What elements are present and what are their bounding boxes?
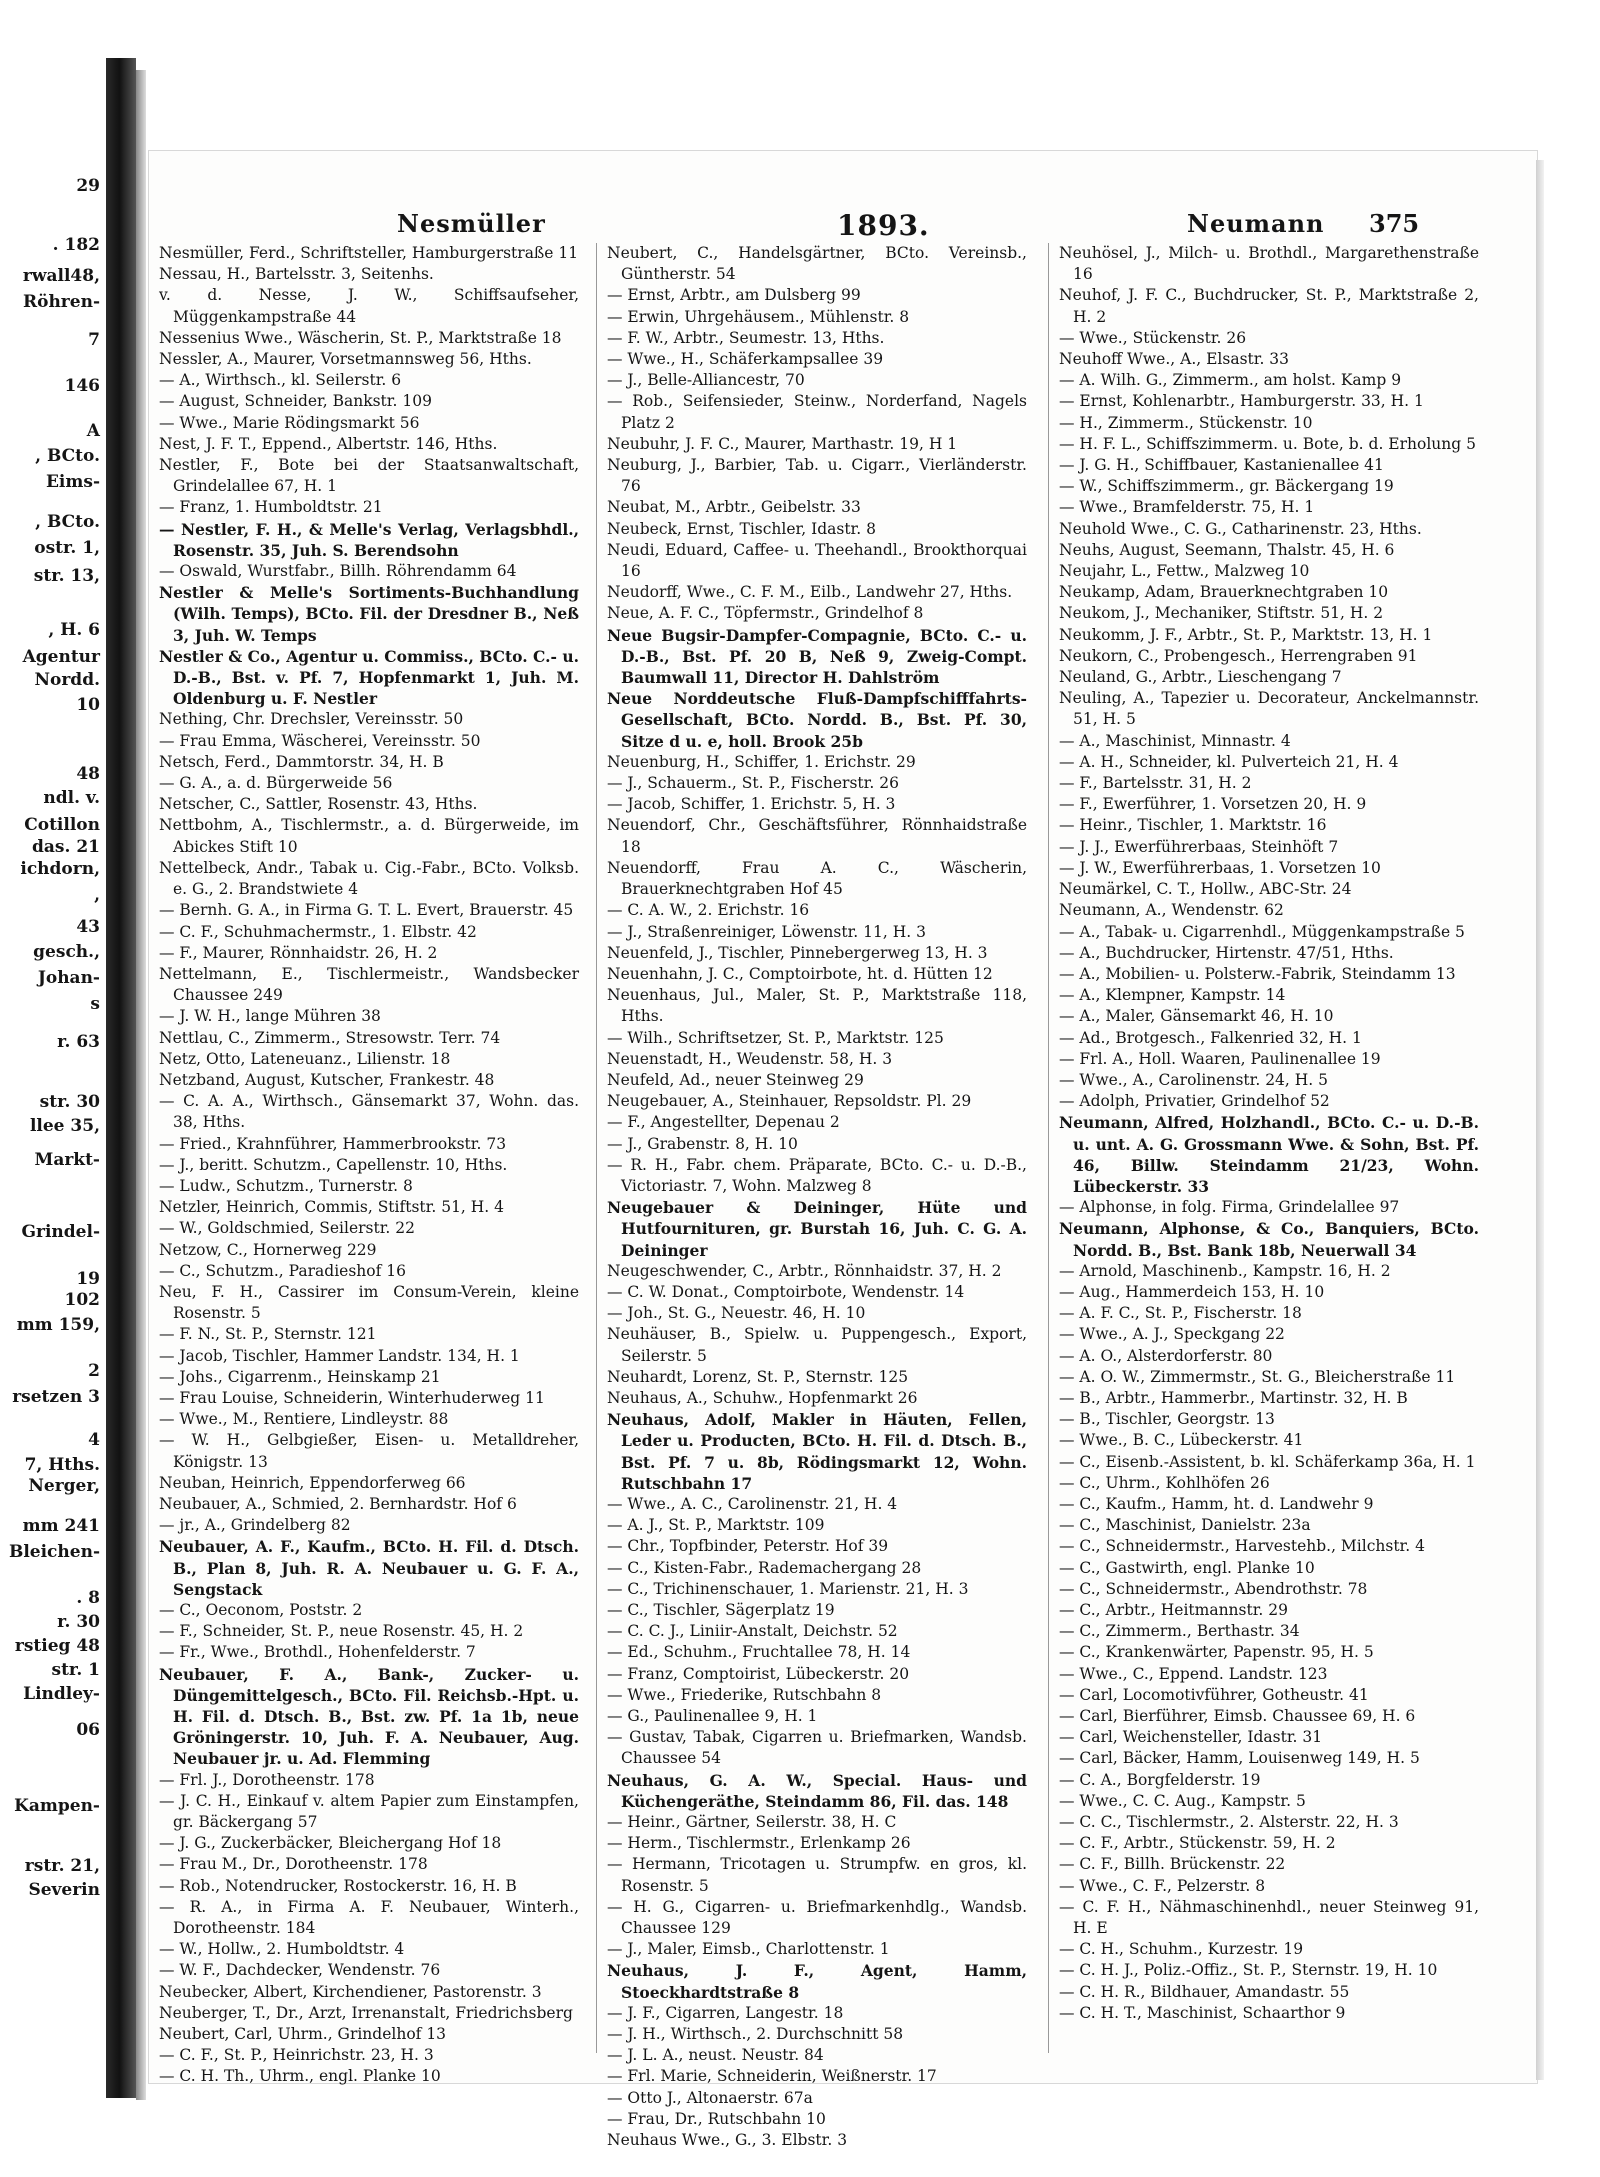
directory-entry: — J. C. H., Einkauf v. altem Papier zum Einstampfen, gr. Bäckergang 57 bbox=[159, 1791, 579, 1832]
directory-entry: — C., Arbtr., Heitmannstr. 29 bbox=[1059, 1601, 1289, 1619]
facing-page-text: Agentur bbox=[22, 647, 100, 667]
directory-entry: — H. G., Cigarren- u. Briefmarkenhdlg., Wandsb. Chaussee 129 bbox=[607, 1897, 1027, 1938]
directory-entry: Neubeck, Ernst, Tischler, Idastr. 8 bbox=[607, 519, 876, 538]
directory-entry: Nestler & Co., Agentur u. Commiss., BCto. C.- u. D.-B., Bst. v. Pf. 7, Hopfenmarkt 1, Juh. M. Oldenburg u. F. Nestler bbox=[159, 646, 579, 709]
directory-entry: — J. W. H., lange Mühren 38 bbox=[159, 1007, 381, 1026]
directory-entry: — Wwe., M., Rentiere, Lindleystr. 88 bbox=[159, 1410, 449, 1429]
directory-entry: — Wwe., A. C., Carolinenstr. 21, H. 4 bbox=[607, 1494, 898, 1513]
facing-page-text: llee 35, bbox=[29, 1116, 100, 1136]
directory-entry: Neuhösel, J., Milch- u. Brothdl., Margarethenstraße 16 bbox=[1059, 244, 1479, 284]
directory-entry: — C. A. A., Wirthsch., Gänsemarkt 37, Wohn. das. 38, Hths. bbox=[159, 1092, 579, 1132]
directory-entry: Neuburg, J., Barbier, Tab. u. Cigarr., Vierländerstr. 76 bbox=[607, 456, 1027, 496]
facing-page-text: rstr. 21, bbox=[24, 1856, 100, 1876]
facing-page-text: 29 bbox=[76, 176, 100, 196]
directory-entry: Neuhaus, G. A. W., Special. Haus- und Küchengeräthe, Steindamm 86, Fil. das. 148 bbox=[607, 1770, 1027, 1811]
directory-entry: Neuhoff Wwe., A., Elsastr. 33 bbox=[1059, 350, 1290, 369]
directory-entry: Neuhold Wwe., C. G., Catharinenstr. 23, Hths. bbox=[1059, 519, 1422, 538]
directory-entry: — J., Schauerm., St. P., Fischerstr. 26 bbox=[607, 774, 899, 793]
facing-page-text: r. 30 bbox=[57, 1612, 100, 1632]
directory-entry: — Herm., Tischlermstr., Erlenkamp 26 bbox=[607, 1834, 911, 1853]
directory-entry: Neue Norddeutsche Fluß-Dampfschifffahrts-Gesellschaft, BCto. Nordd. B., Bst. Pf. 30, Sitze d u. e, holl. Brook 25b bbox=[607, 689, 1027, 751]
directory-entry: Neue, A. F. C., Töpfermstr., Grindelhof 8 bbox=[607, 604, 924, 623]
directory-entry: Neuendorff, Frau A. C., Wäscherin, Brauerknechtgraben Hof 45 bbox=[607, 858, 1027, 899]
book-spine bbox=[106, 58, 136, 2098]
facing-page-text: mm 241 bbox=[22, 1516, 100, 1536]
directory-entry: — Nestler, F. H., & Melle's Verlag, Verlagsbhdl., Rosenstr. 35, Juh. S. Berendsohn bbox=[159, 519, 579, 560]
facing-page-text: Cotillon bbox=[24, 815, 100, 835]
directory-entry: Neuhof, J. F. C., Buchdrucker, St. P., Marktstraße 2, H. 2 bbox=[1059, 286, 1479, 326]
directory-entry: — Wilh., Schriftsetzer, St. P., Marktstr. 125 bbox=[607, 1028, 944, 1047]
directory-entry: Neugeschwender, C., Arbtr., Rönnhaidstr. 37, H. 2 bbox=[607, 1261, 1002, 1280]
facing-page-text: 43 bbox=[76, 917, 100, 937]
directory-entry: — F., Bartelsstr. 31, H. 2 bbox=[1059, 774, 1252, 793]
directory-entry: — C. F., Arbtr., Stückenstr. 59, H. 2 bbox=[1059, 1834, 1336, 1853]
facing-page-text: Grindel- bbox=[21, 1222, 100, 1242]
directory-entry: Neuenburg, H., Schiffer, 1. Erichstr. 29 bbox=[607, 752, 916, 771]
directory-entry: Neubauer, A., Schmied, 2. Bernhardstr. Hof 6 bbox=[159, 1494, 517, 1513]
directory-entry: — J. H., Wirthsch., 2. Durchschnitt 58 bbox=[607, 2025, 904, 2044]
directory-entry: — J. W., Ewerführerbaas, 1. Vorsetzen 10 bbox=[1059, 858, 1381, 877]
directory-entry: Neuenhaus, Jul., Maler, St. P., Marktstraße 118, Hths. bbox=[607, 986, 1027, 1026]
directory-entry: — Johs., Cigarrenm., Heinskamp 21 bbox=[159, 1367, 441, 1386]
facing-page-text: . 182 bbox=[52, 235, 100, 255]
directory-entry: — Heinr., Tischler, 1. Marktstr. 16 bbox=[1059, 816, 1327, 835]
directory-page bbox=[148, 150, 1538, 2150]
directory-entry: Neuendorf, Chr., Geschäftsführer, Rönnhaidstraße 18 bbox=[607, 816, 1027, 856]
facing-page-text: 7, Hths. bbox=[24, 1455, 100, 1475]
facing-page-text: Markt- bbox=[34, 1150, 100, 1170]
directory-entry: Neudi, Eduard, Caffee- u. Theehandl., Brookthorquai 16 bbox=[607, 540, 1027, 581]
directory-entry: — Wwe., Friederike, Rutschbahn 8 bbox=[607, 1685, 882, 1704]
directory-entry: Nettbohm, A., Tischlermstr., a. d. Bürgerweide, im Abickes Stift 10 bbox=[159, 816, 579, 856]
directory-entry: — C., Uhrm., Kohlhöfen 26 bbox=[1059, 1473, 1270, 1492]
directory-entry: — C., Trichinenschauer, 1. Marienstr. 21, H. 3 bbox=[607, 1579, 969, 1598]
directory-entry: Nettlau, C., Zimmerm., Stresowstr. Terr. 74 bbox=[159, 1028, 501, 1047]
directory-entry: — C., Tischler, Sägerplatz 19 bbox=[607, 1601, 835, 1619]
directory-entry: — J. J., Ewerführerbaas, Steinhöft 7 bbox=[1059, 837, 1339, 856]
directory-entry: — Frl. Marie, Schneiderin, Weißnerstr. 17 bbox=[607, 2067, 937, 2086]
directory-entry: — F. N., St. P., Sternstr. 121 bbox=[159, 1325, 377, 1344]
directory-entry: — F. W., Arbtr., Seumestr. 13, Hths. bbox=[607, 328, 885, 347]
directory-entry: Neukomm, J. F., Arbtr., St. P., Marktstr. 13, H. 1 bbox=[1059, 625, 1433, 644]
directory-entry: Neuenstadt, H., Weudenstr. 58, H. 3 bbox=[607, 1049, 893, 1068]
directory-entry: — C., Kaufm., Hamm, ht. d. Landwehr 9 bbox=[1059, 1494, 1374, 1513]
directory-entry: Netz, Otto, Lateneuanz., Lilienstr. 18 bbox=[159, 1049, 451, 1068]
directory-entry: Neubauer, F. A., Bank-, Zucker- u. Düngemittelgesch., BCto. Fil. Reichsb.-Hpt. u. H. Fil. d. Dtsch. B., Bst. zw. Pf. 1a 1b, neue Gröningerstr. 10, Juh. F. A. Neubauer, Aug. Neubauer jr. u. Ad. Flemming bbox=[159, 1664, 579, 1769]
directory-entry: Netscher, C., Sattler, Rosenstr. 43, Hths. bbox=[159, 795, 478, 814]
directory-entry: Neuberger, T., Dr., Arzt, Irrenanstalt, Friedrichsberg bbox=[159, 2003, 573, 2022]
directory-entry: — Chr., Topfbinder, Peterstr. Hof 39 bbox=[607, 1537, 889, 1556]
directory-entry: Nessenius Wwe., Wäscherin, St. P., Marktstraße 18 bbox=[159, 328, 562, 347]
facing-page-text: A bbox=[86, 421, 100, 441]
facing-page-text: 4 bbox=[88, 1430, 100, 1450]
directory-entry: — F., Maurer, Rönnhaidstr. 26, H. 2 bbox=[159, 943, 438, 962]
facing-page-text: Severin bbox=[28, 1880, 100, 1900]
directory-entry: Nest, J. F. T., Eppend., Albertstr. 146, Hths. bbox=[159, 434, 498, 453]
directory-entry: — Hermann, Tricotagen u. Strumpfw. en gros, kl. Rosenstr. 5 bbox=[607, 1855, 1027, 1895]
directory-entry: — B., Tischler, Georgstr. 13 bbox=[1059, 1410, 1275, 1429]
directory-entry: — August, Schneider, Bankstr. 109 bbox=[159, 392, 432, 411]
directory-entry: — Oswald, Wurstfabr., Billh. Röhrendamm 64 bbox=[159, 562, 517, 581]
directory-entry: Neuling, A., Tapezier u. Decorateur, Anckelmannstr. 51, H. 5 bbox=[1059, 689, 1479, 729]
directory-entry: Nesmüller, Ferd., Schriftsteller, Hamburgerstraße 11 bbox=[159, 244, 579, 262]
directory-entry: — A., Buchdrucker, Hirtenstr. 47/51, Hths. bbox=[1059, 943, 1394, 962]
directory-entry: Nessler, A., Maurer, Vorsetmannsweg 56, Hths. bbox=[159, 350, 532, 369]
directory-entry: Neumann, Alfred, Holzhandl., BCto. C.- u. D.-B. u. unt. A. G. Grossmann Wwe. & Sohn, Bst. Pf. 46, Billw. Steindamm 21/23, Wohn. Lübeckerstr. 33 bbox=[1059, 1113, 1479, 1196]
facing-page-fragment bbox=[0, 176, 104, 2056]
directory-entry: — Jacob, Schiffer, 1. Erichstr. 5, H. 3 bbox=[607, 795, 896, 814]
directory-entry: — A. Wilh. G., Zimmerm., am holst. Kamp 9 bbox=[1059, 371, 1402, 390]
facing-page-text: mm 159, bbox=[16, 1315, 100, 1335]
directory-entry: — A., Wirthsch., kl. Seilerstr. 6 bbox=[159, 371, 402, 390]
facing-page-text: Johan- bbox=[37, 968, 100, 988]
directory-entry: — H. F. L., Schiffszimmerm. u. Bote, b. d. Erholung 5 bbox=[1059, 434, 1476, 453]
directory-entry: — Wwe., A., Carolinenstr. 24, H. 5 bbox=[1059, 1070, 1329, 1089]
facing-page-text: rsetzen 3 bbox=[12, 1387, 100, 1407]
directory-entry: — R. H., Fabr. chem. Präparate, BCto. C.- u. D.-B., Victoriastr. 7, Wohn. Malzweg 8 bbox=[607, 1155, 1027, 1195]
directory-entry: — C., Krankenwärter, Papenstr. 95, H. 5 bbox=[1059, 1643, 1374, 1662]
directory-entry: — W., Goldschmied, Seilerstr. 22 bbox=[159, 1219, 415, 1238]
directory-entry: — Rob., Notendrucker, Rostockerstr. 16, H. B bbox=[159, 1876, 517, 1895]
directory-entry: Netsch, Ferd., Dammtorstr. 34, H. B bbox=[159, 752, 444, 771]
directory-entry: — Franz, Comptoirist, Lübeckerstr. 20 bbox=[607, 1664, 910, 1683]
directory-entry: — C., Gastwirth, engl. Planke 10 bbox=[1059, 1558, 1315, 1577]
facing-page-text: r. 63 bbox=[57, 1032, 100, 1052]
directory-entry: — Rob., Seifensieder, Steinw., Norderfand, Nagels Platz 2 bbox=[607, 392, 1027, 432]
directory-entry: — W., Hollw., 2. Humboldtstr. 4 bbox=[159, 1940, 405, 1959]
directory-entry: Neumärkel, C. T., Hollw., ABC-Str. 24 bbox=[1059, 880, 1352, 899]
directory-entry: — A., Mobilien- u. Polsterw.-Fabrik, Steindamm 13 bbox=[1059, 964, 1456, 983]
directory-entry: — C. H. R., Bildhauer, Amandastr. 55 bbox=[1059, 1982, 1350, 2001]
directory-entry: — J., Maler, Eimsb., Charlottenstr. 1 bbox=[607, 1940, 890, 1959]
directory-entry: v. d. Nesse, J. W., Schiffsaufseher, Müggenkampstraße 44 bbox=[159, 286, 579, 326]
facing-page-text: das. 21 bbox=[32, 837, 100, 857]
directory-entry: Neuenhahn, J. C., Comptoirbote, ht. d. Hütten 12 bbox=[607, 964, 993, 983]
facing-page-text: 7 bbox=[88, 330, 100, 350]
directory-entry: — F., Angestellter, Depenau 2 bbox=[607, 1113, 840, 1132]
directory-entry: — Ernst, Kohlenarbtr., Hamburgerstr. 33, H. 1 bbox=[1059, 392, 1424, 411]
directory-entry: — C., Oeconom, Poststr. 2 bbox=[159, 1601, 363, 1619]
directory-entry: — J., Grabenstr. 8, H. 10 bbox=[607, 1134, 798, 1153]
directory-entry: — Ed., Schuhm., Fruchtallee 78, H. 14 bbox=[607, 1643, 911, 1662]
facing-page-text: rwall48, bbox=[22, 266, 100, 286]
directory-entry: Neugebauer, A., Steinhauer, Repsoldstr. Pl. 29 bbox=[607, 1092, 972, 1111]
directory-entry: Neubat, M., Arbtr., Geibelstr. 33 bbox=[607, 498, 861, 517]
directory-entry: Neufeld, Ad., neuer Steinweg 29 bbox=[607, 1070, 864, 1089]
directory-entry: — Jacob, Tischler, Hammer Landstr. 134, H. 1 bbox=[159, 1346, 520, 1365]
directory-entry: — Wwe., Stückenstr. 26 bbox=[1059, 328, 1247, 347]
directory-entry: — Ernst, Arbtr., am Dulsberg 99 bbox=[607, 286, 861, 305]
directory-entry: Neuhaus, Adolf, Makler in Häuten, Fellen, Leder u. Producten, BCto. H. Fil. d. Dtsch. B., Bst. Pf. 7 u. 8b, Rödingsmarkt 12, Wohn. Rutschbahn 17 bbox=[607, 1410, 1027, 1493]
facing-page-text: str. 1 bbox=[51, 1660, 100, 1680]
facing-page-text: . 8 bbox=[76, 1588, 100, 1608]
facing-page-text: Nerger, bbox=[28, 1476, 100, 1496]
directory-entry: — Carl, Bierführer, Eimsb. Chaussee 69, H. 6 bbox=[1059, 1707, 1416, 1726]
directory-entry: — A., Klempner, Kampstr. 14 bbox=[1059, 986, 1286, 1005]
facing-page-text: gesch., bbox=[33, 942, 100, 962]
directory-entry: — C. C. J., Liniir-Anstalt, Deichstr. 52 bbox=[607, 1622, 898, 1641]
directory-entry: — C. A. W., 2. Erichstr. 16 bbox=[607, 901, 810, 920]
column-3 bbox=[1059, 243, 1479, 2073]
directory-entry: — C. F., Schuhmachermstr., 1. Elbstr. 42 bbox=[159, 922, 477, 941]
directory-entry: — Frau Emma, Wäscherei, Vereinsstr. 50 bbox=[159, 731, 481, 750]
directory-entry: — Ad., Brotgesch., Falkenried 32, H. 1 bbox=[1059, 1028, 1362, 1047]
directory-entry: — A., Tabak- u. Cigarrenhdl., Müggenkampstraße 5 bbox=[1059, 922, 1465, 941]
directory-entry: Neu, F. H., Cassirer im Consum-Verein, kleine Rosenstr. 5 bbox=[159, 1282, 579, 1323]
directory-entry: — C. F., Billh. Brückenstr. 22 bbox=[1059, 1855, 1286, 1874]
facing-page-text: , BCto. bbox=[35, 446, 100, 466]
directory-entry: — Carl, Locomotivführer, Gotheustr. 41 bbox=[1059, 1685, 1369, 1704]
directory-entry: Nettelbeck, Andr., Tabak u. Cig.-Fabr., BCto. Volksb. e. G., 2. Brandstwiete 4 bbox=[159, 858, 579, 899]
directory-entry: Neumann, Alphonse, & Co., Banquiers, BCto. Nordd. B., Bst. Bank 18b, Neuerwall 34 bbox=[1059, 1219, 1479, 1260]
directory-entry: Neuhaus, A., Schuhw., Hopfenmarkt 26 bbox=[607, 1388, 918, 1407]
directory-entry: Neuhardt, Lorenz, St. P., Sternstr. 125 bbox=[607, 1367, 909, 1386]
directory-entry: Neuhäuser, B., Spielw. u. Puppengesch., Export, Seilerstr. 5 bbox=[607, 1325, 1027, 1365]
directory-entry: — Arnold, Maschinenb., Kampstr. 16, H. 2 bbox=[1059, 1261, 1391, 1280]
directory-entry: — C. A., Borgfelderstr. 19 bbox=[1059, 1770, 1261, 1789]
directory-entry: — C., Maschinist, Danielstr. 23a bbox=[1059, 1516, 1311, 1535]
directory-entry: — C. H. Th., Uhrm., engl. Planke 10 bbox=[159, 2067, 441, 2086]
directory-entry: — Frau M., Dr., Dorotheenstr. 178 bbox=[159, 1855, 428, 1874]
directory-entry: — F., Schneider, St. P., neue Rosenstr. 45, H. 2 bbox=[159, 1622, 524, 1641]
directory-entry: Neuhaus Wwe., G., 3. Elbstr. 3 bbox=[607, 2131, 848, 2150]
facing-page-text: 102 bbox=[64, 1290, 100, 1310]
directory-entry: — Frl. A., Holl. Waaren, Paulinenallee 19 bbox=[1059, 1049, 1381, 1068]
directory-entry: — Aug., Hammerdeich 153, H. 10 bbox=[1059, 1282, 1325, 1301]
directory-entry: Neubert, C., Handelsgärtner, BCto. Vereinsb., Güntherstr. 54 bbox=[607, 244, 1027, 284]
directory-entry: Nessau, H., Bartelsstr. 3, Seitenhs. bbox=[159, 265, 434, 284]
directory-entry: — Bernh. G. A., in Firma G. T. L. Evert, Brauerstr. 45 bbox=[159, 901, 574, 920]
directory-entry: Netzband, August, Kutscher, Frankestr. 48 bbox=[159, 1070, 495, 1089]
facing-page-text: Nordd. bbox=[34, 670, 100, 690]
directory-entry: — Frau Louise, Schneiderin, Winterhuderweg 11 bbox=[159, 1388, 545, 1407]
directory-entry: — C., Schneidermstr., Harvestehb., Milchstr. 4 bbox=[1059, 1537, 1425, 1556]
column-2 bbox=[607, 243, 1027, 2150]
facing-page-text: 10 bbox=[76, 695, 100, 715]
directory-entry: — C. H. T., Maschinist, Schaarthor 9 bbox=[1059, 2003, 1346, 2022]
directory-entry: — Gustav, Tabak, Cigarren u. Briefmarken, Wandsb. Chaussee 54 bbox=[607, 1728, 1027, 1768]
directory-entry: — A. O., Alsterdorferstr. 80 bbox=[1059, 1346, 1273, 1365]
directory-entry: — C., Schutzm., Paradieshof 16 bbox=[159, 1261, 406, 1280]
directory-entry: — Ludw., Schutzm., Turnerstr. 8 bbox=[159, 1176, 413, 1195]
directory-entry: Nestler & Melle's Sortiments-Buchhandlung (Wilh. Temps), BCto. Fil. der Dresdner B., Neß 3, Juh. W. Temps bbox=[159, 583, 579, 645]
directory-entry: — F., Ewerführer, 1. Vorsetzen 20, H. 9 bbox=[1059, 795, 1367, 814]
facing-page-text: 146 bbox=[64, 376, 100, 396]
directory-entry: — G. A., a. d. Bürgerweide 56 bbox=[159, 774, 393, 793]
column-divider bbox=[596, 243, 597, 2053]
directory-entry: — Otto J., Altonaerstr. 67a bbox=[607, 2088, 813, 2107]
directory-entry: Neujahr, L., Fettw., Malzweg 10 bbox=[1059, 562, 1310, 581]
directory-entry: — C. H. J., Poliz.-Offiz., St. P., Sternstr. 19, H. 10 bbox=[1059, 1961, 1438, 1980]
directory-entry: — W. F., Dachdecker, Wendenstr. 76 bbox=[159, 1961, 441, 1980]
facing-page-text: Kampen- bbox=[14, 1796, 100, 1816]
directory-entry: — Frau, Dr., Rutschbahn 10 bbox=[607, 2109, 826, 2128]
directory-entry: Neukom, J., Mechaniker, Stiftstr. 51, H. 2 bbox=[1059, 604, 1384, 623]
directory-entry: Neuland, G., Arbtr., Lieschengang 7 bbox=[1059, 668, 1342, 687]
directory-entry: — Wwe., C. C. Aug., Kampstr. 5 bbox=[1059, 1791, 1306, 1810]
directory-entry: — B., Arbtr., Hammerbr., Martinstr. 32, H. B bbox=[1059, 1388, 1408, 1407]
directory-entry: — Fried., Krahnführer, Hammerbrookstr. 73 bbox=[159, 1134, 507, 1153]
directory-entry: — J., Belle-Alliancestr, 70 bbox=[607, 371, 805, 390]
directory-entry: — Franz, 1. Humboldtstr. 21 bbox=[159, 498, 383, 517]
gutter-shadow bbox=[136, 70, 146, 2100]
directory-entry: — C. F. H., Nähmaschinenhdl., neuer Steinweg 91, H. E bbox=[1059, 1897, 1479, 1938]
directory-entry: — C., Kisten-Fabr., Rademachergang 28 bbox=[607, 1558, 922, 1577]
directory-entry: — J. G., Zuckerbäcker, Bleichergang Hof 18 bbox=[159, 1834, 502, 1853]
directory-entry: — C., Zimmerm., Berthastr. 34 bbox=[1059, 1622, 1300, 1641]
directory-entry: — C. W. Donat., Comptoirbote, Wendenstr. 14 bbox=[607, 1282, 965, 1301]
directory-entry: — Carl, Bäcker, Hamm, Louisenweg 149, H. 5 bbox=[1059, 1749, 1420, 1768]
directory-entry: — Erwin, Uhrgehäusem., Mühlenstr. 8 bbox=[607, 307, 910, 326]
directory-entry: — G., Paulinenallee 9, H. 1 bbox=[607, 1707, 818, 1726]
directory-entry: — Adolph, Privatier, Grindelhof 52 bbox=[1059, 1092, 1330, 1111]
directory-entry: — Wwe., B. C., Lübeckerstr. 41 bbox=[1059, 1431, 1304, 1450]
directory-entry: Neuenfeld, J., Tischler, Pinnebergerweg 13, H. 3 bbox=[607, 943, 988, 962]
facing-page-text: s bbox=[90, 994, 100, 1014]
facing-page-text: ichdorn, bbox=[20, 859, 100, 879]
directory-entry: — Wwe., Bramfelderstr. 75, H. 1 bbox=[1059, 498, 1315, 517]
directory-entry: Nestler, F., Bote bei der Staatsanwaltschaft, Grindelallee 67, H. 1 bbox=[159, 456, 579, 496]
directory-entry: — A. O. W., Zimmermstr., St. G., Bleicherstraße 11 bbox=[1059, 1367, 1456, 1386]
directory-entry: — A., Maler, Gänsemarkt 46, H. 10 bbox=[1059, 1007, 1334, 1026]
directory-entry: — A. J., St. P., Marktstr. 109 bbox=[607, 1516, 825, 1535]
facing-page-text: rstieg 48 bbox=[14, 1636, 100, 1656]
directory-entry: Neukamp, Adam, Brauerknechtgraben 10 bbox=[1059, 583, 1389, 602]
directory-entry: — J. F., Cigarren, Langestr. 18 bbox=[607, 2003, 844, 2022]
facing-page-text: str. 30 bbox=[39, 1092, 100, 1112]
facing-page-text: 19 bbox=[76, 1269, 100, 1289]
directory-entry: — Fr., Wwe., Brothdl., Hohenfelderstr. 7 bbox=[159, 1643, 476, 1662]
directory-entry: Netzler, Heinrich, Commis, Stiftstr. 51, H. 4 bbox=[159, 1198, 505, 1217]
facing-page-text: str. 13, bbox=[33, 566, 100, 586]
facing-page-text: , H. 6 bbox=[48, 620, 100, 640]
facing-page-text: ndl. v. bbox=[43, 788, 100, 808]
directory-entry: Netzow, C., Hornerweg 229 bbox=[159, 1240, 377, 1259]
directory-entry: Neubert, Carl, Uhrm., Grindelhof 13 bbox=[159, 2025, 447, 2044]
facing-page-text: 2 bbox=[88, 1361, 100, 1381]
directory-entry: Neudorff, Wwe., C. F. M., Eilb., Landwehr 27, Hths. bbox=[607, 583, 1013, 602]
directory-entry: — Wwe., A. J., Speckgang 22 bbox=[1059, 1325, 1285, 1344]
directory-entry: — J., Straßenreiniger, Löwenstr. 11, H. 3 bbox=[607, 922, 926, 941]
facing-page-text: 48 bbox=[76, 764, 100, 784]
directory-entry: — C. F., St. P., Heinrichstr. 23, H. 3 bbox=[159, 2046, 434, 2065]
directory-entry: Neubuhr, J. F. C., Maurer, Marthastr. 19, H 1 bbox=[607, 434, 958, 453]
directory-entry: — A., Maschinist, Minnastr. 4 bbox=[1059, 731, 1291, 750]
directory-entry: Neuban, Heinrich, Eppendorferweg 66 bbox=[159, 1473, 466, 1492]
directory-entry: — Frl. J., Dorotheenstr. 178 bbox=[159, 1770, 375, 1789]
directory-entry: — J. G. H., Schiffbauer, Kastanienallee 41 bbox=[1059, 456, 1384, 475]
directory-entry: — Joh., St. G., Neuestr. 46, H. 10 bbox=[607, 1304, 866, 1323]
directory-entry: Neukorn, C., Probengesch., Herrengraben 91 bbox=[1059, 646, 1418, 665]
directory-entry: Neue Bugsir-Dampfer-Compagnie, BCto. C.- u. D.-B., Bst. Pf. 20 B, Neß 9, Zweig-Compt. Baumwall 11, Director H. Dahlström bbox=[607, 625, 1027, 688]
directory-entry: Neuhaus, J. F., Agent, Hamm, Stoeckhardtstraße 8 bbox=[607, 1961, 1027, 2002]
directory-entry: Nething, Chr. Drechsler, Vereinsstr. 50 bbox=[159, 710, 464, 729]
directory-entry: — Carl, Weichensteller, Idastr. 31 bbox=[1059, 1728, 1323, 1747]
directory-entry: — Wwe., C., Eppend. Landstr. 123 bbox=[1059, 1664, 1328, 1683]
facing-page-text: ostr. 1, bbox=[34, 538, 100, 558]
page-number: 375 bbox=[1369, 209, 1420, 238]
facing-page-text: Eims- bbox=[45, 472, 100, 492]
directory-entry: — A. H., Schneider, kl. Pulverteich 21, H. 4 bbox=[1059, 752, 1399, 771]
facing-page-text: , bbox=[94, 885, 100, 905]
directory-entry: — J., beritt. Schutzm., Capellenstr. 10, Hths. bbox=[159, 1155, 508, 1174]
facing-page-text: Röhren- bbox=[22, 292, 100, 312]
column-1 bbox=[159, 243, 579, 2086]
directory-entry: — Wwe., H., Schäferkampsallee 39 bbox=[607, 350, 884, 369]
directory-entry: — Wwe., C. F., Pelzerstr. 8 bbox=[1059, 1876, 1266, 1895]
facing-page-text: Lindley- bbox=[23, 1684, 100, 1704]
directory-entry: — A. F. C., St. P., Fischerstr. 18 bbox=[1059, 1304, 1302, 1323]
directory-entry: — C. C., Tischlermstr., 2. Alsterstr. 22, H. 3 bbox=[1059, 1813, 1399, 1832]
running-head-year: 1893. bbox=[837, 209, 930, 242]
directory-entry: Neugebauer & Deininger, Hüte und Hutfournituren, gr. Burstah 16, Juh. C. G. A. Deininger bbox=[607, 1198, 1027, 1260]
directory-entry: — J. L. A., neust. Neustr. 84 bbox=[607, 2046, 824, 2065]
directory-entry: Neubauer, A. F., Kaufm., BCto. H. Fil. d. Dtsch. B., Plan 8, Juh. R. A. Neubauer u. G. F. A., Sengstack bbox=[159, 1537, 579, 1599]
directory-entry: — Heinr., Gärtner, Seilerstr. 38, H. C bbox=[607, 1813, 897, 1832]
directory-entry: — Alphonse, in folg. Firma, Grindelallee 97 bbox=[1059, 1198, 1400, 1217]
directory-entry: — C., Schneidermstr., Abendrothstr. 78 bbox=[1059, 1579, 1368, 1598]
directory-entry: — H., Zimmerm., Stückenstr. 10 bbox=[1059, 413, 1313, 432]
directory-entry: — Wwe., Marie Rödingsmarkt 56 bbox=[159, 413, 420, 432]
directory-entry: — C. H., Schuhm., Kurzestr. 19 bbox=[1059, 1940, 1304, 1959]
facing-page-text: , BCto. bbox=[35, 512, 100, 532]
column-divider bbox=[1048, 243, 1049, 2053]
directory-entry: — W. H., Gelbgießer, Eisen- u. Metalldreher, Königstr. 13 bbox=[159, 1431, 579, 1471]
directory-entry: Nettelmann, E., Tischlermeistr., Wandsbecker Chaussee 249 bbox=[159, 964, 579, 1005]
facing-page-text: Bleichen- bbox=[8, 1542, 100, 1562]
running-head-left: Nesmüller bbox=[397, 209, 546, 238]
directory-entry: — R. A., in Firma A. F. Neubauer, Winterh., Dorotheenstr. 184 bbox=[159, 1897, 579, 1938]
directory-entry: Neumann, A., Wendenstr. 62 bbox=[1059, 901, 1284, 920]
page-edge bbox=[1536, 160, 1544, 2080]
directory-entry: — jr., A., Grindelberg 82 bbox=[159, 1516, 351, 1535]
running-head-right: Neumann bbox=[1187, 209, 1325, 238]
directory-entry: Neuhs, August, Seemann, Thalstr. 45, H. 6 bbox=[1059, 540, 1395, 559]
directory-entry: Neubecker, Albert, Kirchendiener, Pastorenstr. 3 bbox=[159, 1982, 542, 2001]
directory-entry: — W., Schiffszimmerm., gr. Bäckergang 19 bbox=[1059, 477, 1394, 496]
facing-page-text: 06 bbox=[76, 1720, 100, 1740]
directory-entry: — C., Eisenb.-Assistent, b. kl. Schäferkamp 36a, H. 1 bbox=[1059, 1452, 1476, 1471]
